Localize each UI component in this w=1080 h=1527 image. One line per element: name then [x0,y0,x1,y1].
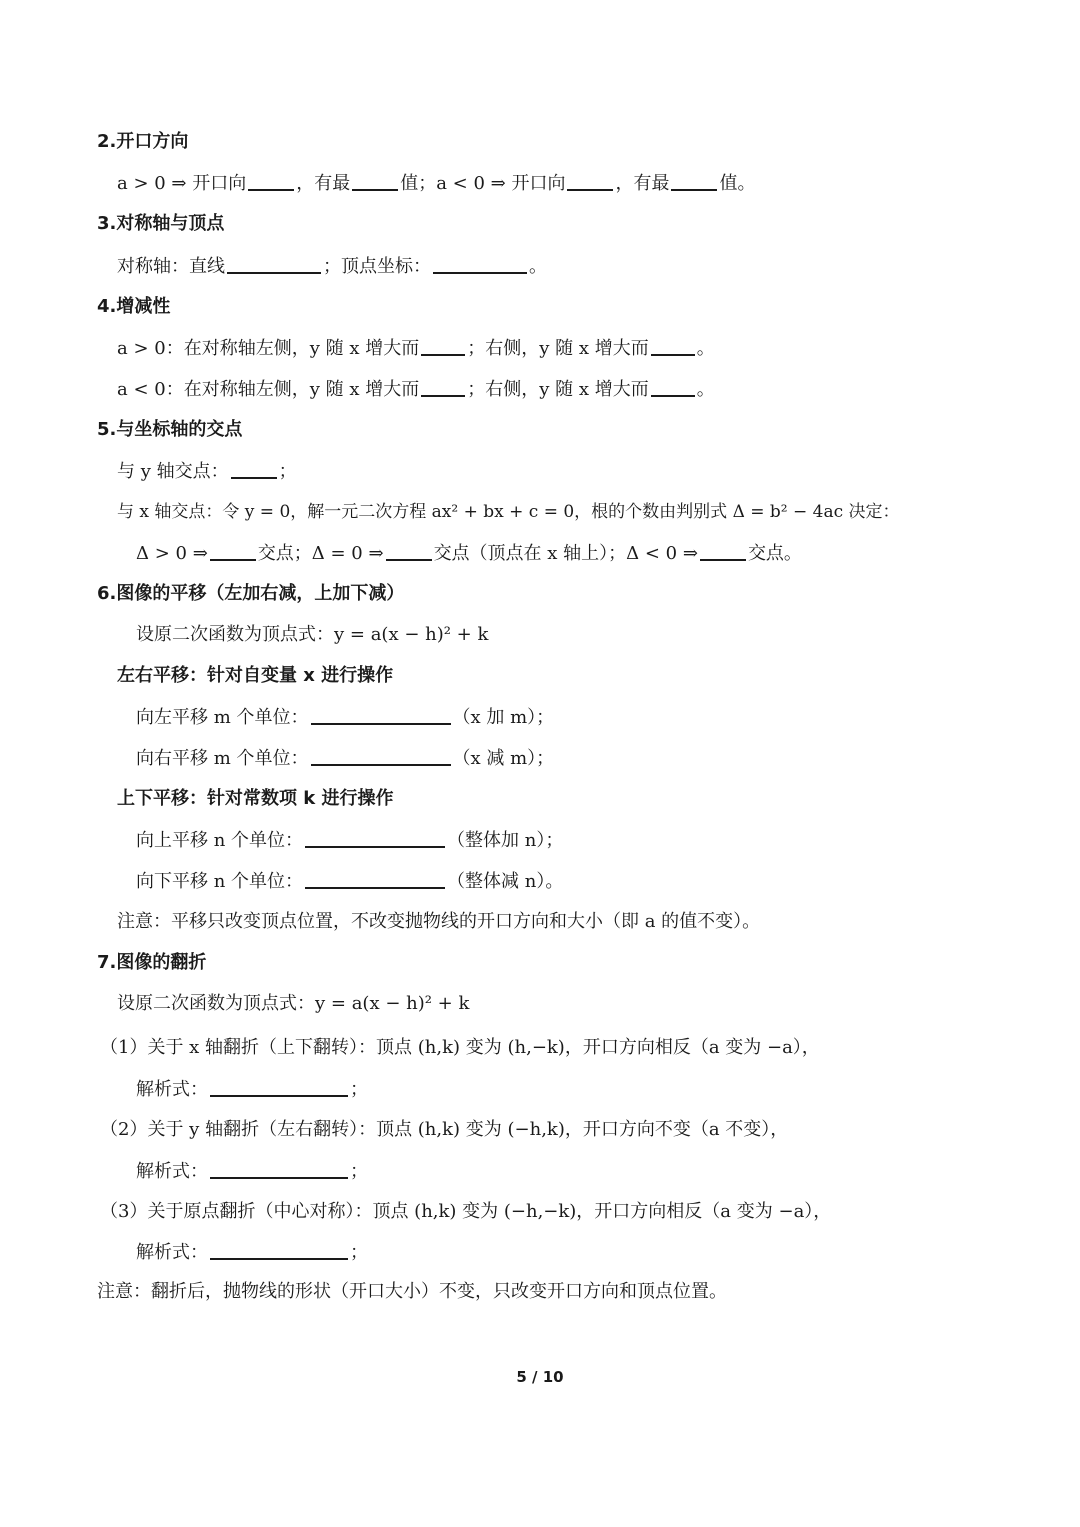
blank[interactable] [651,336,695,356]
blank[interactable] [311,705,451,725]
section-6-intro: 设原二次函数为顶点式：y = a(x − h)² + k [136,624,489,645]
blank[interactable] [651,377,695,397]
shift-up-line: 向上平移 n 个单位： （整体加 n）； [136,830,564,851]
blank[interactable] [305,828,445,848]
section-7-title: 7.图像的翻折 [97,952,207,973]
flip-y-item: （2）关于 y 轴翻折（左右翻转）：顶点 (h,k) 变为 (−h,k)，开口方向不变（a 不变）， [100,1119,789,1140]
shift-down-line: 向下平移 n 个单位： （整体减 n）。 [136,871,564,892]
flip-origin-item: （3）关于原点翻折（中心对称）：顶点 (h,k) 变为 (−h,−k)，开口方向相反（a 变为 −a）， [100,1201,832,1222]
blank[interactable] [671,171,717,191]
section-5-line-3: Δ > 0 ⇒ 交点；Δ = 0 ⇒ 交点（顶点在 x 轴上）；Δ < 0 ⇒ 交点。 [136,543,802,564]
blank[interactable] [210,541,256,561]
blank[interactable] [433,254,527,274]
section-4-title: 4.增减性 [97,296,171,317]
blank[interactable] [248,171,294,191]
section-6-subheading-vertical: 上下平移：针对常数项 k 进行操作 [117,788,394,809]
section-5-title: 5.与坐标轴的交点 [97,419,243,440]
page-number: 5 / 10 [516,1368,564,1386]
section-5-line-2: 与 x 轴交点：令 y = 0，解一元二次方程 ax² + bx + c = 0，根的个数由判别式 Δ = b² − 4ac 决定： [117,502,900,522]
flip-x-item: （1）关于 x 轴翻折（上下翻转）：顶点 (h,k) 变为 (h,−k)，开口方向相反（a 变为 −a）， [100,1037,820,1058]
blank[interactable] [227,254,321,274]
section-3-title: 3.对称轴与顶点 [97,213,225,234]
blank[interactable] [421,377,465,397]
section-6-subheading-horizontal: 左右平移：针对自变量 x 进行操作 [117,665,394,686]
blank[interactable] [305,869,445,889]
section-4-line-2: a < 0：在对称轴左侧，y 随 x 增大而 ；右侧，y 随 x 增大而 。 [117,379,715,400]
blank[interactable] [567,171,613,191]
blank[interactable] [386,541,432,561]
blank[interactable] [700,541,746,561]
flip-y-formula: 解析式： ； [136,1161,368,1182]
section-3-line: 对称轴：直线 ；顶点坐标： 。 [117,256,547,277]
blank[interactable] [311,746,451,766]
section-7-note: 注意：翻折后，抛物线的形状（开口大小）不变，只改变开口方向和顶点位置。 [97,1281,727,1302]
section-6-title: 6.图像的平移（左加右减，上加下减） [97,583,405,604]
section-5-line-1: 与 y 轴交点： ； [117,461,297,482]
flip-origin-formula: 解析式： ； [136,1242,368,1263]
blank[interactable] [352,171,398,191]
section-2-title: 2.开口方向 [97,131,189,152]
section-2-line: a > 0 ⇒ 开口向 ，有最 值；a < 0 ⇒ 开口向 ，有最 值。 [117,173,756,194]
shift-right-line: 向右平移 m 个单位： （x 减 m）； [136,748,555,769]
blank[interactable] [231,459,277,479]
section-4-line-1: a > 0：在对称轴左侧，y 随 x 增大而 ；右侧，y 随 x 增大而 。 [117,338,715,359]
section-7-intro: 设原二次函数为顶点式：y = a(x − h)² + k [117,993,470,1014]
blank[interactable] [421,336,465,356]
blank[interactable] [210,1077,348,1097]
blank[interactable] [210,1240,348,1260]
flip-x-formula: 解析式： ； [136,1079,368,1100]
blank[interactable] [210,1159,348,1179]
shift-left-line: 向左平移 m 个单位： （x 加 m）； [136,707,555,728]
section-6-note: 注意：平移只改变顶点位置，不改变抛物线的开口方向和大小（即 a 的值不变）。 [117,911,761,932]
